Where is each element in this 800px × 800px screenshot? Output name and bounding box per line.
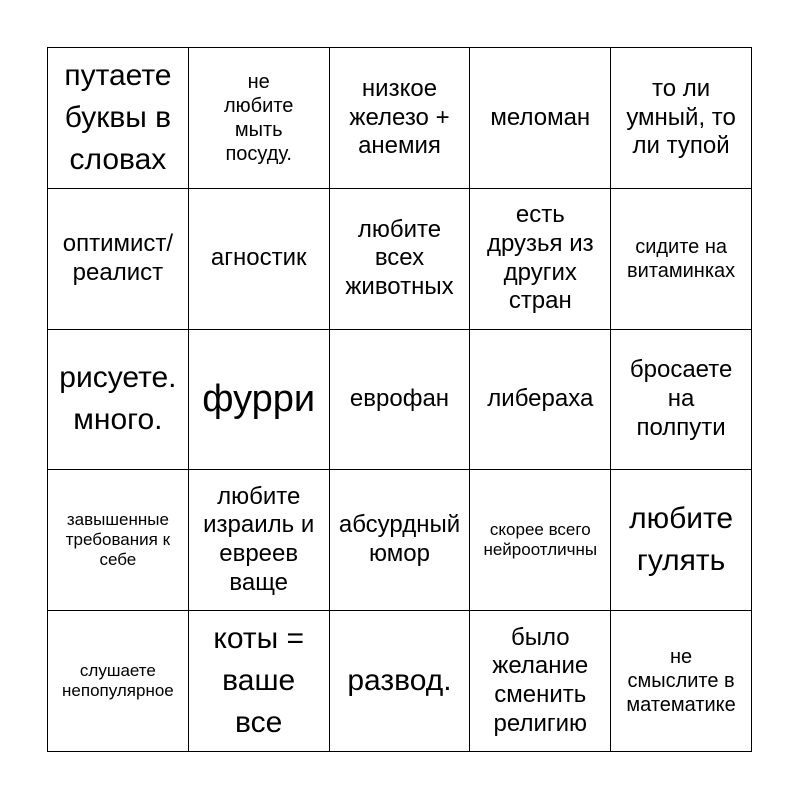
bingo-cell-r2c1[interactable] xyxy=(48,189,189,330)
bingo-cell-r3c4[interactable] xyxy=(470,330,611,471)
bingo-cell-text: фурри xyxy=(202,377,316,420)
bingo-cell-r1c5[interactable] xyxy=(611,48,752,189)
bingo-cell-r5c3[interactable] xyxy=(330,611,471,752)
bingo-cell-r4c4[interactable] xyxy=(470,470,611,611)
bingo-cell-r3c5[interactable] xyxy=(611,330,752,471)
bingo-cell-r5c4[interactable] xyxy=(470,611,611,752)
bingo-cell-text: скорее всего нейроотличны xyxy=(483,519,598,560)
bingo-cell-text: слушаете непопулярное xyxy=(62,660,174,701)
bingo-cell-r2c4[interactable] xyxy=(470,189,611,330)
bingo-cell-text: бросаете на полпути xyxy=(629,356,733,441)
bingo-cell-text: было желание сменить религию xyxy=(492,623,589,737)
bingo-cell-r3c3[interactable] xyxy=(330,330,471,471)
bingo-cell-r1c3[interactable] xyxy=(330,48,471,189)
bingo-cell-text: путаете буквы в словах xyxy=(64,58,172,176)
bingo-cell-text: не смыслите в математике xyxy=(626,646,736,717)
bingo-cell-text: то ли умный, то ли тупой xyxy=(626,74,736,160)
bingo-cell-text: низкое железо + анемия xyxy=(349,74,450,160)
bingo-cell-r4c5[interactable] xyxy=(611,470,752,611)
bingo-cell-text: любите всех животных xyxy=(345,215,454,301)
bingo-cell-text: сидите на витаминках xyxy=(627,235,736,282)
bingo-cell-r5c2[interactable] xyxy=(189,611,330,752)
bingo-cell-r1c1[interactable] xyxy=(48,48,189,189)
bingo-board xyxy=(47,47,752,752)
bingo-cell-text: завышенные требования к себе xyxy=(65,509,171,570)
bingo-cell-text: любите израиль и евреев ваще xyxy=(203,482,315,597)
bingo-cell-text: не любите мыть посуду. xyxy=(224,70,294,165)
bingo-cell-text: рисуете. много. xyxy=(59,361,177,437)
bingo-cell-text: оптимист/ реалист xyxy=(62,229,174,286)
bingo-cell-text: любите гулять xyxy=(629,502,734,578)
bingo-cell-r2c2[interactable] xyxy=(189,189,330,330)
bingo-cell-r4c2[interactable] xyxy=(189,470,330,611)
bingo-cell-r3c1[interactable] xyxy=(48,330,189,471)
bingo-cell-r2c3[interactable] xyxy=(330,189,471,330)
bingo-cell-r1c2[interactable] xyxy=(189,48,330,189)
bingo-cell-r5c5[interactable] xyxy=(611,611,752,752)
bingo-cell-r3c2[interactable] xyxy=(189,330,330,471)
bingo-cell-r4c3[interactable] xyxy=(330,470,471,611)
bingo-cell-r5c1[interactable] xyxy=(48,611,189,752)
bingo-cell-text: еврофан xyxy=(349,385,450,413)
bingo-cell-r1c4[interactable] xyxy=(470,48,611,189)
bingo-cell-r4c1[interactable] xyxy=(48,470,189,611)
bingo-cell-text: меломан xyxy=(490,103,591,131)
bingo-cell-text: развод. xyxy=(347,664,452,698)
bingo-cell-text: абсурдный юмор xyxy=(338,511,461,568)
bingo-cell-text: коты = ваше все xyxy=(213,622,305,740)
bingo-cell-text: агностик xyxy=(210,244,307,272)
bingo-cell-text: либераха xyxy=(487,385,594,413)
bingo-cell-text: есть друзья из других стран xyxy=(486,201,594,315)
bingo-cell-r2c5[interactable] xyxy=(611,189,752,330)
